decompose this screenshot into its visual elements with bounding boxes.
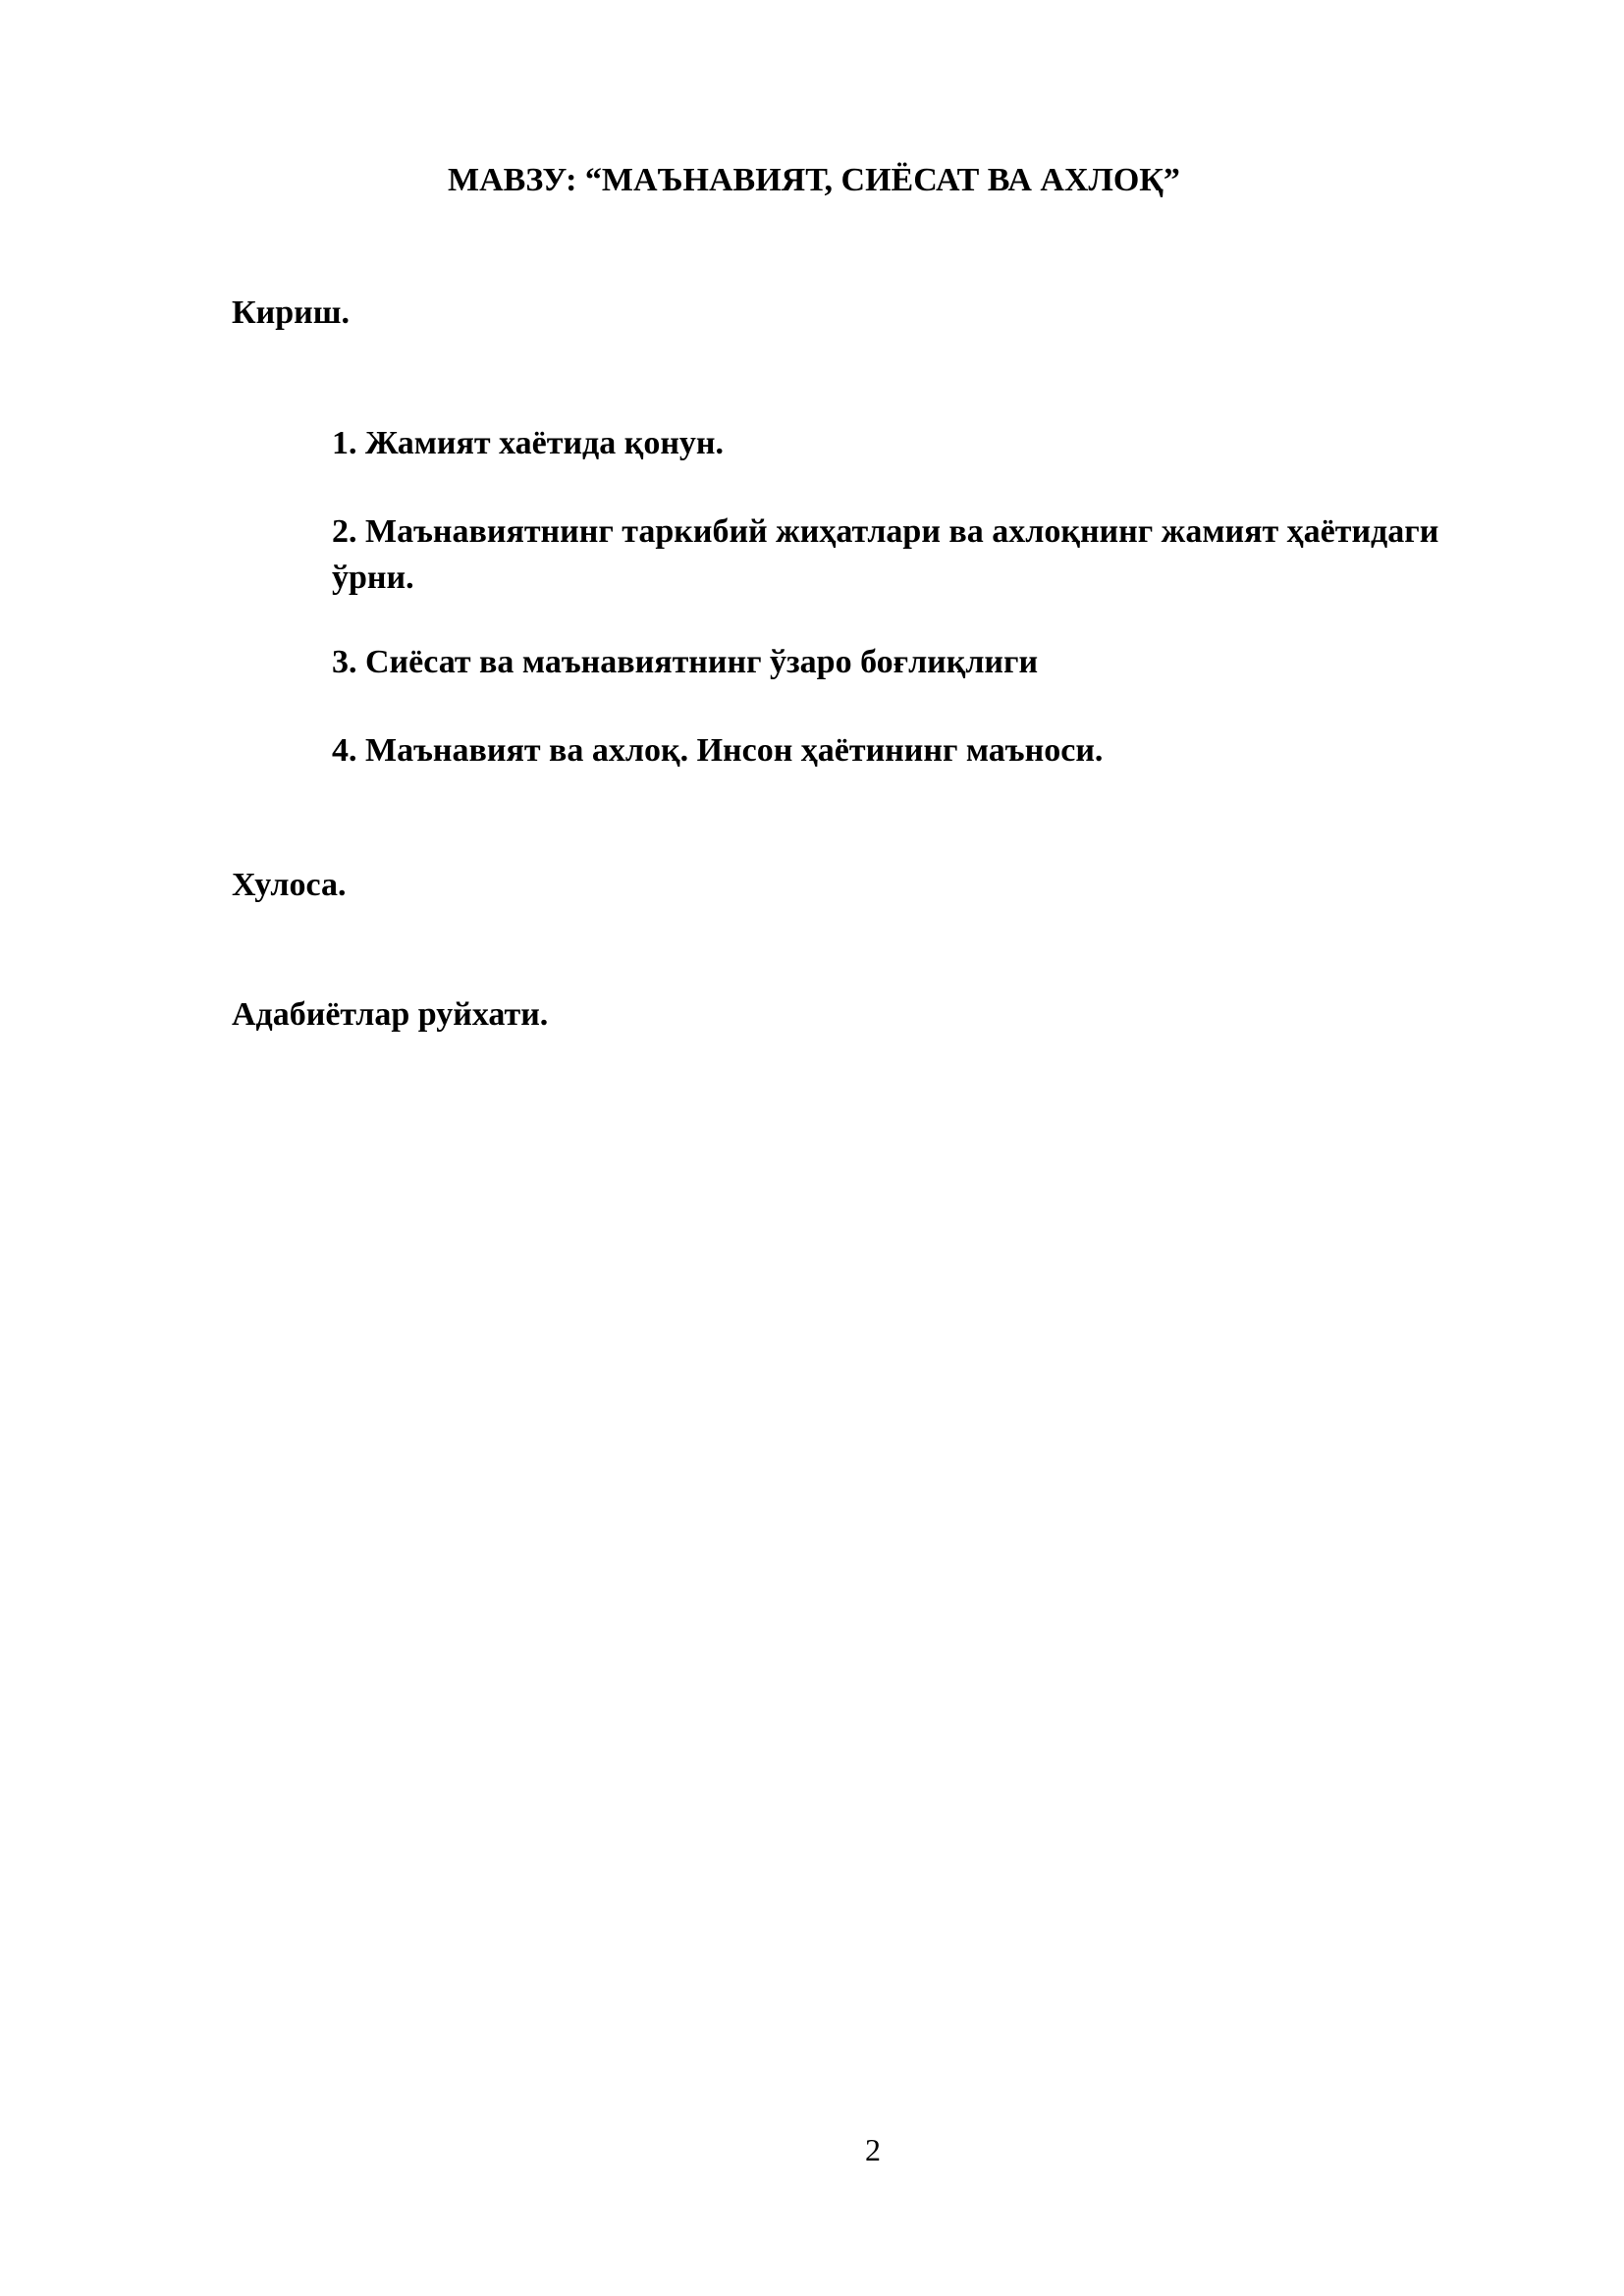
page-number: 2 (865, 2132, 881, 2167)
conclusion-heading: Хулоса. (232, 867, 347, 903)
references-heading: Адабиётлар руйхати. (232, 996, 549, 1033)
introduction-heading: Кириш. (232, 294, 350, 331)
outline-item-1: 1. Жамият хаётида қонун. (332, 425, 725, 461)
outline-item-3: 3. Сиёсат ва маънавиятнинг ўзаро боғлиқлиги (332, 644, 1039, 680)
outline-item-4: 4. Маънавият ва ахлоқ. Инсон ҳаётининг маъноси. (332, 732, 1104, 769)
outline-item-2: 2. Маънавиятнинг таркибий жиҳатлари ва ахлоқнинг жамият ҳаётидаги ўрни. (332, 513, 1439, 596)
page-title: МАВЗУ: “МАЪНАВИЯТ, СИЁСАТ ВА АХЛОҚ” (448, 162, 1180, 198)
